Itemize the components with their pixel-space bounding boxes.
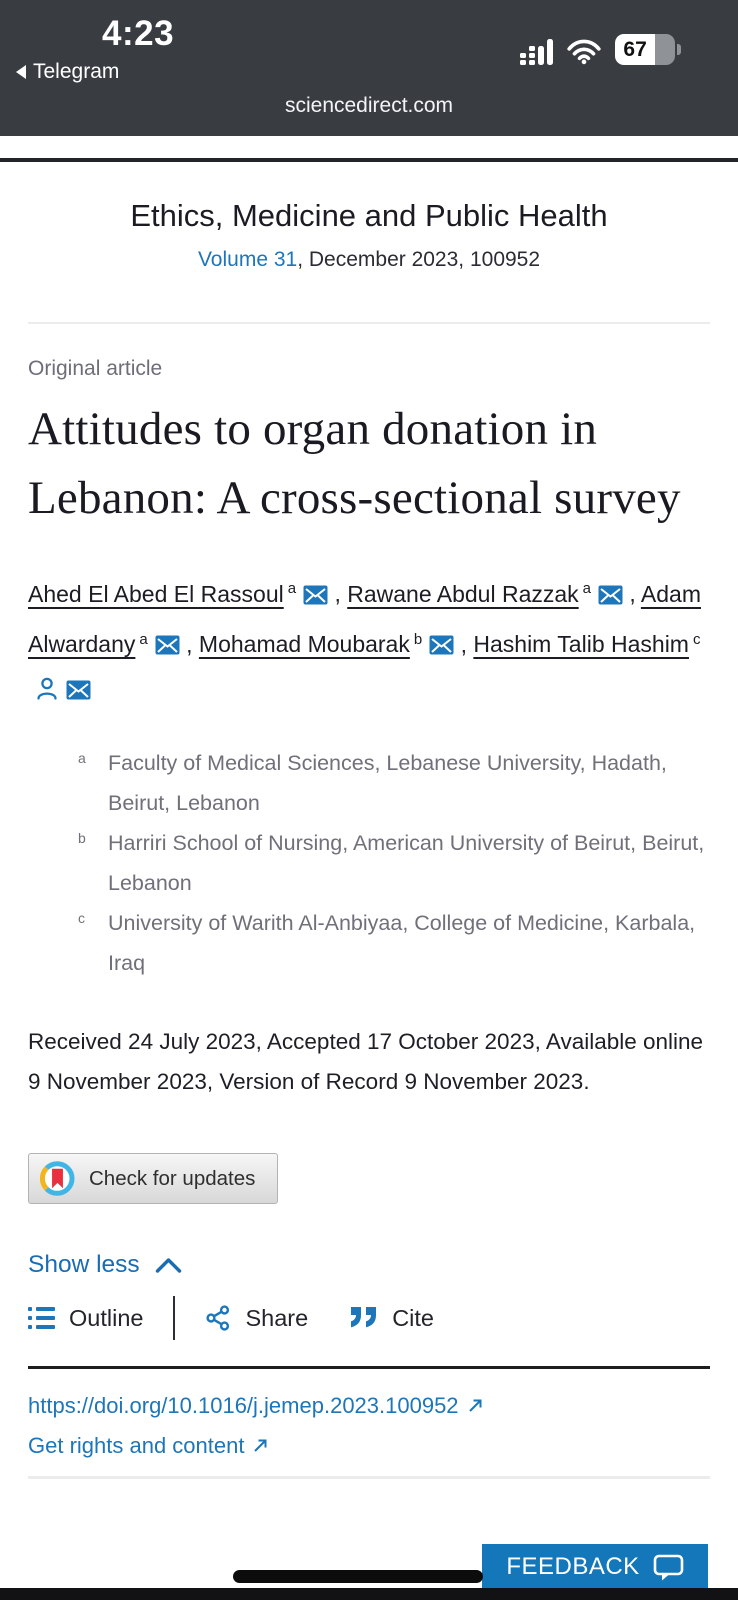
feedback-bubble-icon	[653, 1554, 684, 1581]
envelope-icon[interactable]	[303, 585, 328, 605]
author-affil-sup: c	[692, 630, 701, 648]
cellular-signal-icon	[520, 39, 553, 65]
status-bar	[0, 0, 738, 136]
author-name-link[interactable]: Rawane Abdul Razzak	[347, 580, 579, 607]
show-less-label: Show less	[28, 1251, 140, 1279]
crossmark-logo-icon	[39, 1160, 76, 1197]
doi-link[interactable]	[28, 1392, 484, 1419]
bottom-strip	[0, 1588, 738, 1600]
envelope-icon[interactable]	[66, 680, 91, 700]
article-header	[0, 195, 738, 1479]
author-list	[28, 566, 710, 712]
envelope-icon[interactable]	[429, 635, 454, 655]
author	[199, 631, 454, 657]
affiliation-text: Harriri School of Nursing, American University of Beirut, Beirut, Lebanon	[108, 831, 705, 896]
address-bar[interactable]: sciencedirect.com	[284, 94, 454, 117]
publication-dates: Received 24 July 2023, Accepted 17 October 2023, Available online 9 November 2023, Version of Record 9 November 2023.	[28, 1029, 704, 1095]
feedback-button[interactable]	[482, 1544, 708, 1590]
author-name-link[interactable]: Mohamad Moubarak	[198, 631, 410, 658]
outline-list-icon	[28, 1306, 55, 1330]
envelope-icon[interactable]	[155, 635, 180, 655]
affiliation-item	[78, 743, 710, 823]
author-affil-sup: a	[582, 580, 591, 597]
cite-label: Cite	[392, 1304, 434, 1331]
author-separator: ,	[454, 631, 474, 658]
author-separator: ,	[179, 631, 199, 658]
wifi-icon	[566, 38, 602, 65]
author-affil-sup: b	[413, 630, 423, 648]
back-to-app-button[interactable]	[16, 60, 119, 84]
toolbar-divider	[173, 1296, 175, 1340]
back-triangle-icon	[16, 65, 26, 79]
back-app-label: Telegram	[33, 60, 120, 83]
rights-and-content-link[interactable]	[28, 1432, 269, 1459]
affiliation-item	[78, 903, 710, 983]
chevron-up-icon	[155, 1257, 182, 1274]
article-toolbar	[28, 1295, 710, 1341]
status-icons	[520, 34, 681, 65]
outline-label: Outline	[69, 1304, 144, 1331]
author-name-link[interactable]: Hashim Talib Hashim	[473, 631, 689, 658]
author-profile-icon[interactable]	[35, 676, 59, 700]
affiliation-list	[78, 743, 710, 983]
author	[28, 581, 328, 607]
article-type-label: Original article	[28, 357, 163, 380]
share-icon	[205, 1305, 231, 1331]
home-indicator[interactable]	[233, 1570, 483, 1583]
share-label: Share	[245, 1304, 309, 1331]
external-link-icon	[467, 1397, 484, 1414]
journal-title-link[interactable]: Ethics, Medicine and Public Health	[130, 198, 608, 233]
outline-button[interactable]	[28, 1305, 143, 1332]
author	[347, 581, 623, 607]
author-name-link[interactable]: Adam Alwardany	[28, 580, 701, 658]
author-separator: ,	[623, 580, 641, 607]
envelope-icon[interactable]	[598, 585, 623, 605]
safari-gap	[0, 136, 738, 158]
author-separator: ,	[328, 580, 348, 607]
check-for-updates-label: Check for updates	[89, 1166, 256, 1190]
author-affil-sup: a	[287, 580, 297, 597]
affiliation-sup: a	[78, 750, 86, 767]
affiliation-item	[78, 823, 710, 903]
affiliation-sup: b	[78, 830, 86, 847]
external-link-icon	[252, 1437, 269, 1454]
divider-bottom	[28, 1476, 710, 1479]
battery-icon	[615, 34, 681, 65]
rights-link-text: Get rights and content	[28, 1433, 245, 1459]
feedback-label: FEEDBACK	[506, 1553, 640, 1580]
doi-link-text: https://doi.org/10.1016/j.jemep.2023.100952	[28, 1393, 459, 1419]
browser-rule	[0, 158, 738, 162]
divider-top	[28, 322, 710, 324]
author-name-link[interactable]: Ahed El Abed El Rassoul	[28, 580, 284, 607]
affiliation-sup: c	[78, 910, 85, 927]
affiliation-text: Faculty of Medical Sciences, Lebanese University, Hadath, Beirut, Lebanon	[108, 751, 667, 816]
volume-link[interactable]: Volume 31	[197, 248, 298, 271]
share-button[interactable]	[205, 1305, 308, 1332]
show-less-button[interactable]	[28, 1251, 182, 1279]
article-title: Attitudes to organ donation in Lebanon: A cross-sectional survey	[28, 403, 681, 524]
affiliation-text: University of Warith Al-Anbiyaa, College of Medicine, Karbala, Iraq	[108, 911, 696, 976]
check-for-updates-button[interactable]	[28, 1153, 278, 1204]
clock: 4:23	[102, 14, 175, 53]
issue-info: , December 2023, 100952	[297, 248, 541, 271]
volume-issue-line	[28, 247, 710, 273]
cite-quote-icon	[350, 1306, 378, 1330]
author-affil-sup: a	[139, 630, 148, 648]
battery-percent: 67	[615, 34, 655, 65]
cite-button[interactable]	[350, 1305, 434, 1332]
